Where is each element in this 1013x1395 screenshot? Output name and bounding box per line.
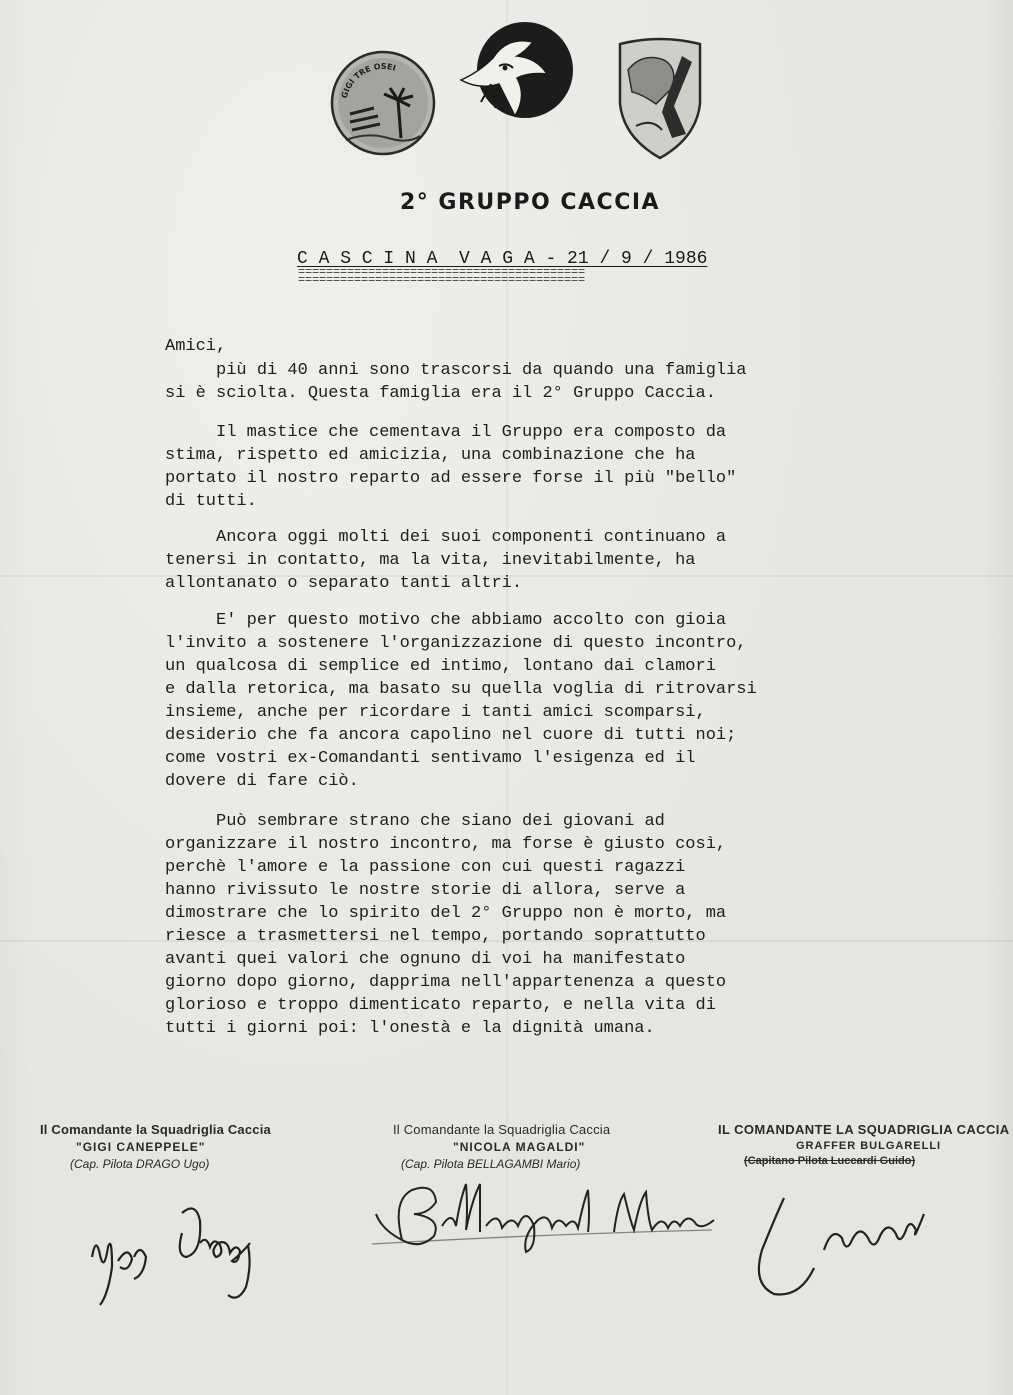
paragraph-line: Può sembrare strano che siano dei giovani ad — [165, 812, 665, 831]
paragraph-line: e dalla retorica, ma basato su quella voglia di ritrovarsi — [165, 680, 757, 699]
paragraph-line: desiderio che fa ancora capolino nel cuore di tutti noi; — [165, 726, 737, 745]
paragraph-line: riesce a trasmettersi nel tempo, portando soprattutto — [165, 927, 706, 946]
paragraph-line: organizzare il nostro incontro, ma forse è giusto così, — [165, 835, 727, 854]
signature-bellagambi — [362, 1170, 722, 1260]
signatory-rank-name: (Capitano Pilota Luccardi Guido) — [744, 1155, 916, 1167]
signatory-1 — [40, 1122, 271, 1171]
paragraph-line: più di 40 anni sono trascorsi da quando una famiglia — [165, 361, 747, 380]
paragraph-line: di tutti. — [165, 492, 257, 511]
paragraph-line: glorioso e troppo dimenticato reparto, e nella vita di — [165, 996, 716, 1015]
paragraph-line: dimostrare che lo spirito del 2° Gruppo non è morto, ma — [165, 904, 727, 923]
paragraph-line: portato il nostro reparto ad essere forse il più "bello" — [165, 469, 737, 488]
paragraph-5 — [165, 810, 726, 1040]
letter-title: 2° GRUPPO CACCIA — [399, 190, 661, 215]
signatory-heading: Il Comandante la Squadriglia Caccia — [393, 1122, 611, 1137]
signatory-rank-name: (Cap. Pilota DRAGO Ugo) — [70, 1157, 210, 1171]
paragraph-3 — [165, 526, 726, 595]
squadron-badge-gigi-tre-osei — [328, 48, 438, 158]
paragraph-line: si è sciolta. Questa famiglia era il 2° Gruppo Caccia. — [165, 384, 716, 403]
signatory-3 — [718, 1122, 1010, 1167]
signature-lucchini — [740, 1180, 940, 1320]
paragraph-line: perchè l'amore e la passione con cui questi ragazzi — [165, 858, 686, 877]
signatory-2 — [393, 1122, 610, 1171]
paragraph-line: tutti i giorni poi: l'onestà e la dignità umana. — [165, 1019, 655, 1038]
signatory-rank-name: (Cap. Pilota BELLAGAMBI Mario) — [401, 1157, 581, 1171]
paragraph-line: un qualcosa di semplice ed intimo, lontano dai clamori — [165, 657, 716, 676]
paragraph-2 — [165, 421, 736, 513]
emblem-arc-text: GIGI TRE OSEI — [339, 61, 397, 100]
paragraph-line: come vostri ex-Comandanti sentivamo l'esigenza ed il — [165, 749, 696, 768]
signatory-squadron: "NICOLA MAGALDI" — [453, 1140, 586, 1154]
paragraph-line: E' per questo motivo che abbiamo accolto con gioia — [165, 611, 727, 630]
paragraph-line: dovere di fare ciò. — [165, 772, 359, 791]
place-date-text: C A S C I N A V A G A - 21 / 9 / 1986 — [297, 249, 708, 269]
signatory-heading: IL COMANDANTE LA SQUADRIGLIA CACCIA — [718, 1122, 1010, 1137]
signatory-heading: Il Comandante la Squadriglia Caccia — [40, 1122, 271, 1137]
paragraph-1 — [165, 359, 747, 405]
paragraph-line: allontanato o separato tanti altri. — [165, 574, 523, 593]
paragraph-4 — [165, 609, 757, 793]
paragraph-line: Il mastice che cementava il Gruppo era composto da — [165, 423, 727, 442]
double-rule: ========================================= ========================================= — [298, 265, 586, 287]
squadron-badge-shield — [612, 34, 707, 162]
signatory-squadron: GRAFFER BULGARELLI — [796, 1140, 942, 1152]
paragraph-line: stima, rispetto ed amicizia, una combinazione che ha — [165, 446, 696, 465]
paragraph-line: l'invito a sostenere l'organizzazione di questo incontro, — [165, 634, 747, 653]
squadron-badge-diving-bird — [455, 18, 580, 136]
signature-drago — [78, 1195, 278, 1315]
paragraph-line: giorno dopo giorno, dapprima nell'appartenenza a questo — [165, 973, 727, 992]
signatory-squadron: "GIGI CANEPPELE" — [76, 1140, 206, 1154]
paragraph-line: tenersi in contatto, ma la vita, inevitabilmente, ha — [165, 551, 696, 570]
salutation: Amici, — [165, 337, 227, 356]
paragraph-line: hanno rivissuto le nostre storie di allora, serve a — [165, 881, 686, 900]
paragraph-line: insieme, anche per ricordare i tanti amici scomparsi, — [165, 703, 706, 722]
paragraph-line: avanti quei valori che ognuno di voi ha manifestato — [165, 950, 686, 969]
paragraph-line: Ancora oggi molti dei suoi componenti continuano a — [165, 528, 727, 547]
